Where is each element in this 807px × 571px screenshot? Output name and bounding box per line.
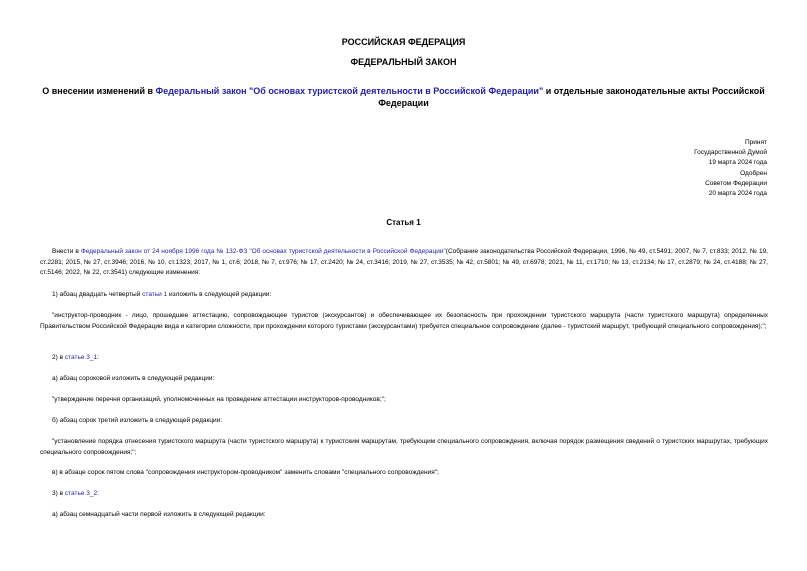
paragraph-sub-c [40,468,768,479]
adoption-line: Государственной Думой [694,149,767,157]
text: "утверждение перечня организаций, уполномоченных на проведение аттестации инструкторов-проводников;"; [52,396,386,403]
paragraph-item-3 [40,489,768,500]
adoption-line: Принят [744,139,767,146]
paragraph-item-2 [40,353,768,364]
text: б) абзац сорок третий изложить в следующей редакции: [52,417,223,424]
law-title [40,85,767,109]
paragraph-sub-a [40,374,768,385]
text: "инструктор-проводник - лицо, прошедшее аттестацию, сопровождающее туристов (экскурсантов) и обеспечивающее их безопасность при прохождении туристского маршрута (части туристского маршрута) определенных Правительством Российской Федерации вида и категории сложности, при прохождении которого туристами (экскурсантами) требуется специальное сопровождение (далее - туристский маршрут, требующий специального сопровождения);"; [40,312,768,330]
federation-heading: РОССИЙСКАЯ ФЕДЕРАЦИЯ [341,37,466,47]
text: Внести в [52,248,81,255]
text: а) абзац сороковой изложить в следующей редакции: [52,375,215,382]
approval-line: Советом Федерации [705,179,767,187]
article-1-link[interactable]: статьи 1 [142,291,168,298]
text: "установление порядка отнесения туристского маршрута (части туристского маршрута) к туристским маршрутам, требующим специального сопровождения, включая порядок размещения сведений о туристских маршрутах, требующих специального сопровождения;"; [40,438,768,456]
adoption-line: 19 марта 2024 года [708,159,767,167]
adoption-block [607,138,767,199]
article-heading: Статья 1 [386,218,421,227]
paragraph-intro [40,247,768,279]
text: (Собрание законодательства Российской Федерации, 1996, № 49, ст.5491; 2007, № 7, ст.833; 2012, № 19, ст.2281; 2015, № 27, ст.3946; 2016, № 10, ст.1323; 2017, № 1, ст.6; 2018, № 7, ст.976; № 17, ст.2420; № 24, ст.3416; 2019, № 27, ст.3535; № 42, ст.5801; № 49, ст.6978; 2021, № 11, ст.1710; № 13, ст.2134; № 17, ст.2879; № 24, ст.4188; № 27, ст.5146; 2022, № 22, ст.3541) следующие изменения: [40,248,768,276]
paragraph-quote-2 [40,395,768,406]
text: а) абзац семнадцатый части первой изложить в следующей редакции: [52,511,266,518]
law-title-prefix: О внесении изменений в [42,86,156,96]
paragraph-item-1 [40,290,768,301]
article-3-1-link[interactable]: статье 3_1 [64,354,98,361]
paragraph-quote-3 [40,437,768,458]
law-link[interactable]: Федеральный закон от 24 ноября 1996 года № 132-ФЗ "Об основах туристской деятельности в Российской Федерации" [80,248,446,255]
paragraph-sub-a-2 [40,510,768,521]
approval-line: Одобрен [740,169,767,177]
article-3-2-link[interactable]: статье 3_2 [64,490,98,497]
text: изложить в следующей редакции: [167,291,272,298]
text: : [97,354,99,361]
paragraph-sub-b [40,416,768,427]
text: 2) в [52,354,65,361]
approval-line: 20 марта 2024 года [708,190,767,198]
law-type-heading: ФЕДЕРАЛЬНЫЙ ЗАКОН [350,57,457,67]
law-title-suffix: и отдельные законодательные акты Российской Федерации [378,86,765,108]
text: 3) в [52,490,65,497]
text: в) в абзаце сорок пятом слова "сопровождения инструктором-проводником" заменить словами "специального сопровождения"; [52,469,439,476]
text: 1) абзац двадцать четвертый [52,291,143,298]
law-title-link[interactable]: Федеральный закон "Об основах туристской деятельности в Российской Федерации" [155,86,544,96]
paragraph-quote-1 [40,311,768,332]
text: : [97,490,99,497]
